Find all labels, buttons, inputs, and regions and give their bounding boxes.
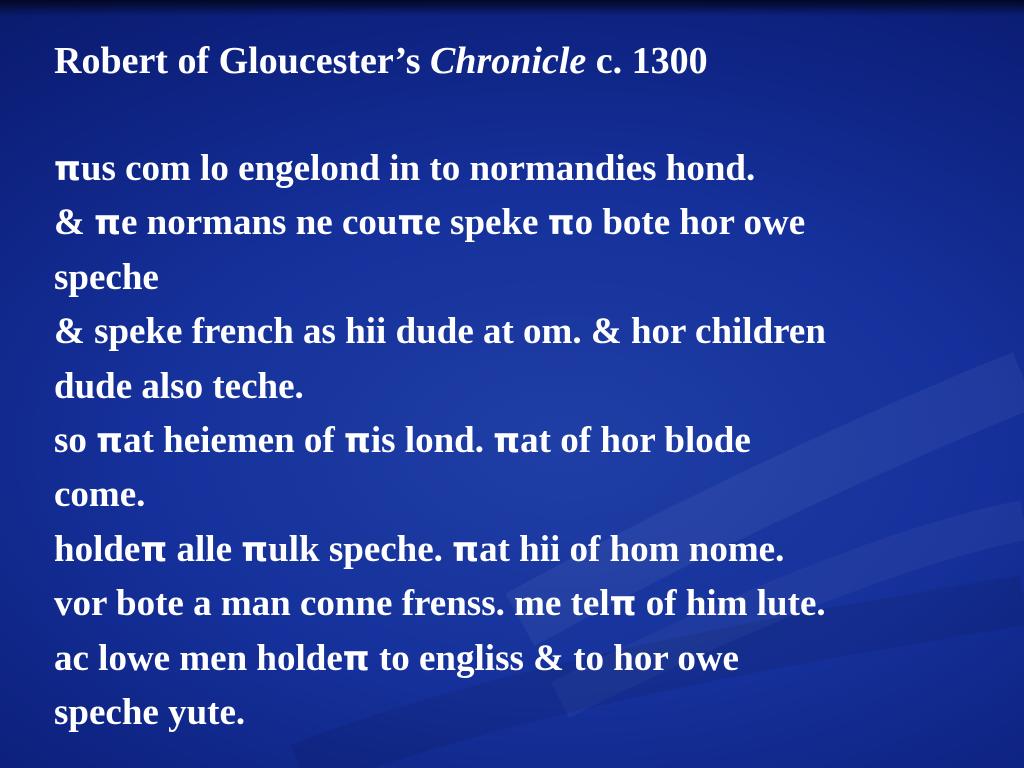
poem-line: come. <box>54 474 146 516</box>
poem-line: & speke french as hii dude at om. & hor children <box>54 311 826 353</box>
poem-line: πus com lo engelond in to normandies hond. <box>54 148 756 189</box>
slide-title <box>54 34 1014 88</box>
poem-text-block <box>54 142 1014 740</box>
title-text: Robert of Gloucester’s <box>54 40 430 82</box>
title-spacer <box>54 88 1014 142</box>
poem-line: speche <box>54 256 159 298</box>
poem-line: speche yute. <box>54 692 246 734</box>
poem-line: so πat heiemen of πis lond. πat of hor blode <box>54 420 751 462</box>
title-date: c. 1300 <box>586 40 708 82</box>
poem-line: & πe normans ne couπe speke πo bote hor owe <box>54 202 806 244</box>
poem-line: dude also teche. <box>54 365 304 407</box>
poem-line: vor bote a man conne frenss. me telπ of him lute. <box>54 583 826 625</box>
poem-line: holdeπ alle πulk speche. πat hii of hom nome. <box>54 528 785 570</box>
slide-content <box>54 34 1014 740</box>
poem-line: ac lowe men holdeπ to engliss & to hor owe <box>54 637 739 679</box>
title-italic-work: Chronicle <box>430 40 587 82</box>
